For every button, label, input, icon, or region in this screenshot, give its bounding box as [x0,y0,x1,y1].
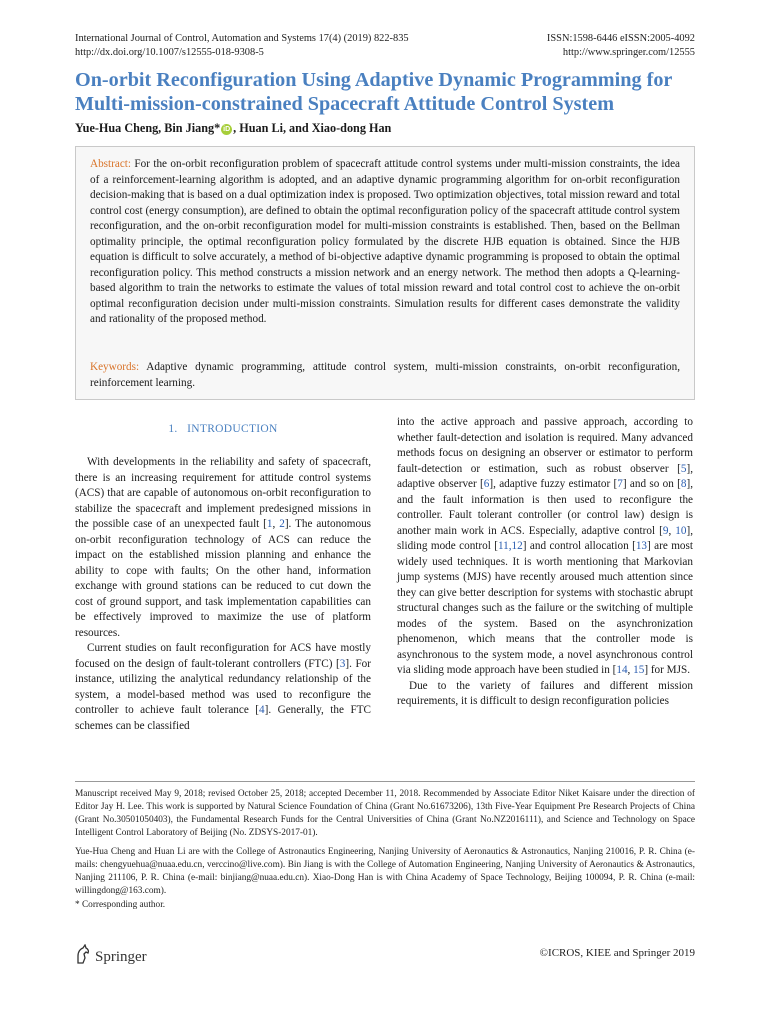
title-line-1: On-orbit Reconfiguration Using Adaptive Dynamic Programming for [75,69,673,91]
journal-header-left [75,32,409,60]
intro-paragraph-1 [75,455,371,641]
citation-link[interactable]: 5 [680,462,687,475]
journal-citation: International Journal of Control, Automation and Systems 17(4) (2019) 822-835 [75,33,409,44]
section-heading [75,423,371,435]
citation-link[interactable]: 4 [259,704,265,716]
section-number: 1. [168,423,178,435]
paper-title [75,68,695,116]
text-run: ], adaptive fuzzy estimator [ [489,478,618,490]
copyright-notice: ©ICROS, KIEE and Springer 2019 [539,947,695,959]
text-run: ] for MJS. [644,664,690,676]
text-run: ]. The autonomous on-orbit reconfiguration technology of ACS can reduce the impact on the established mission planning and enhance the ability to cope with faults; On the other hand, information exchange with ground stations can be reduced to cut down the cost of ground support, and task implementation capabilities can be effectively improved to maximize the use of platform resources. [75,518,372,639]
citation-link[interactable]: 15 [633,664,645,676]
citation-link[interactable]: 6 [483,478,490,490]
springer-horse-icon [75,944,91,969]
text-run: ]. For instance, utilizing the analytical redundancy relationship of the system, a model-based method was used to reconfigure the controller to achieve fault tolerance [ [75,657,371,716]
text-run: ], adaptive observer [ [397,462,693,490]
text-run: ] and so on [ [622,478,681,490]
citation-link[interactable]: 1 [266,518,273,530]
text-run: ] are most widely used techniques. It is worth mentioning that Markovian jump systems (MJS) have recently aroused much attention since they can give better description for systems with stochastic abrupt structural changes such as the failure or the switching of multiple modes of the system. Based on the asynchronization phenomenon, which means that the controller mode is asynchronous to the system mode, a novel asynchronous control via sliding mode approach have been studied in [ [397,540,693,676]
intro-paragraph-4: Due to the variety of failures and different mission requirements, it is difficult to design reconfiguration policies [397,679,693,707]
journal-url[interactable]: http://www.springer.com/12555 [562,47,695,58]
citation-link[interactable]: 11,12 [497,540,523,552]
citation-link[interactable]: 7 [617,478,623,490]
authors-part-1: Yue-Hua Cheng, Bin Jiang* [75,121,221,135]
citation-link[interactable]: 13 [635,540,648,552]
corresponding-author-note: * Corresponding author. [75,900,166,910]
section-title: INTRODUCTION [187,423,278,435]
publisher-name: Springer [95,949,147,965]
authors-part-2: , Huan Li, and Xiao-dong Han [233,121,392,135]
text-run: ] and control allocation [ [522,540,636,552]
orcid-icon[interactable]: iD [223,126,231,133]
citation-link[interactable]: 2 [279,518,285,530]
text-run: ], sliding mode control [ [397,524,694,552]
keywords-text: Adaptive dynamic programming, attitude control system, multi-mission constraints, on-orbit reconfiguration, reinforcement learning. [90,361,680,389]
publisher-logo [75,944,147,969]
intro-paragraph-2 [75,641,371,734]
citation-link[interactable]: 8 [680,478,687,490]
text-run: Current studies on fault reconfiguration for ACS have mostly focused on the design of fault-tolerant controllers (FTC) [ [75,642,371,670]
abstract-text: For the on-orbit reconfiguration problem of spacecraft attitude control systems under multi-mission constraints, the idea of a reinforcement-learning algorithm is adopted, and an adaptive dynamic programming algorithm for on-orbit reconfiguration decision-making that is based on a dual optimization index is proposed. Two optimization objectives, total mission reward and total control cost (energy consumption), are defined to obtain the optimal reconfiguration policy of the spacecraft attitude control system reconfiguration, and the on-orbit reconfiguration model for multi-mission constraints is established. Then, based on the Bellman optimality principle, the optimal reconfiguration policy formulated by the discrete HJB equation is obtained. Since the HJB equation is difficult to solve accurately, a method of bi-objective adaptive dynamic programming is proposed to obtain the optimal reconfiguration policy. This method constructs a mission network and an energy network. The method then adopts a Q-learning-based algorithm to train the networks to estimate the values of total mission reward and total control cost to achieve the on-orbit optimal reconfiguration decision under multi-mission constraints. Simulation results for different cases demonstrate the validity and rationality of the proposed method. [90,158,680,325]
abstract [90,157,680,328]
text-run: ], and the fault information is then used to reconfigure the controller. Fault tolerant controller (or control law) design is another main work in ACS. Especially, adaptive control [ [397,478,693,537]
affiliations-note: Yue-Hua Cheng and Huan Li are with the College of Astronautics Engineering, Nanjing University of Aeronautics & Astronautics, Nanjing 210016, P. R. China (e-mails: chengyuehua@nuaa.edu.cn, verccino@live.com). Bin Jiang is with the College of Automation Engineering, Nanjing University of Aeronautics & Astronautics, Nanjing 211106, P. R. China (e-mail: binjiang@nuaa.edu.cn). Xiao-Dong Han is with China Academy of Space Technology, Beijing 100094, P. R. China (e-mail: willingdong@163.com). [75,847,695,896]
issn: ISSN:1598-6446 eISSN:2005-4092 [546,33,695,44]
citation-link[interactable]: 9 [662,524,669,537]
text-run: , [272,518,280,530]
right-column [397,415,693,710]
author-list [75,121,391,136]
keywords [90,360,680,391]
footnote-divider [75,781,695,782]
title-line-2: Multi-mission-constrained Spacecraft Attitude Control System [75,93,615,115]
citation-link[interactable]: 3 [339,657,346,670]
text-run: ]. Generally, the FTC schemes can be classified [75,704,371,732]
text-run: With developments in the reliability and safety of spacecraft, there is an increasing requirement for attitude control systems (ACS) that are capable of autonomous on-orbit reconfiguration to stabilize the spacecraft and implement predesigned missions in the possible case of an unexpected fault [ [75,456,371,530]
footnotes [75,788,695,918]
citation-link[interactable]: 10 [675,524,687,537]
doi-link[interactable]: http://dx.doi.org/10.1007/s12555-018-9308-5 [75,47,264,58]
citation-link[interactable]: 14 [616,664,628,676]
manuscript-note: Manuscript received May 9, 2018; revised October 25, 2018; accepted December 11, 2018. Recommended by Associate Editor Niket Kaisare under the direction of Editor Jay H. Lee. This work is supported by Natural Science Foundation of China (Grant No.61673206), 13th Five-Year Equipment Pre Research Projects of China (Grant No.30501050403), the Fundamental Research Funds for the Central Universities of China (Grant No.NZ2016111), and Science and Technology on Space Intelligent Control Laboratory of Beijing (No. ZDSYS-2017-01). [75,789,695,838]
journal-header-right [547,32,695,60]
text-run: , [627,664,634,676]
text-run: into the active approach and passive approach, according to whether fault-detection and isolation is required. Many advanced methods focus on designing an observer or estimator to perform fault-detection or estimation, such as robust observer [ [397,416,693,475]
left-column [75,455,371,734]
abstract-label: Abstract: [90,158,132,170]
intro-paragraph-3 [397,415,693,679]
text-run: , [668,524,676,537]
keywords-label: Keywords: [90,361,140,373]
